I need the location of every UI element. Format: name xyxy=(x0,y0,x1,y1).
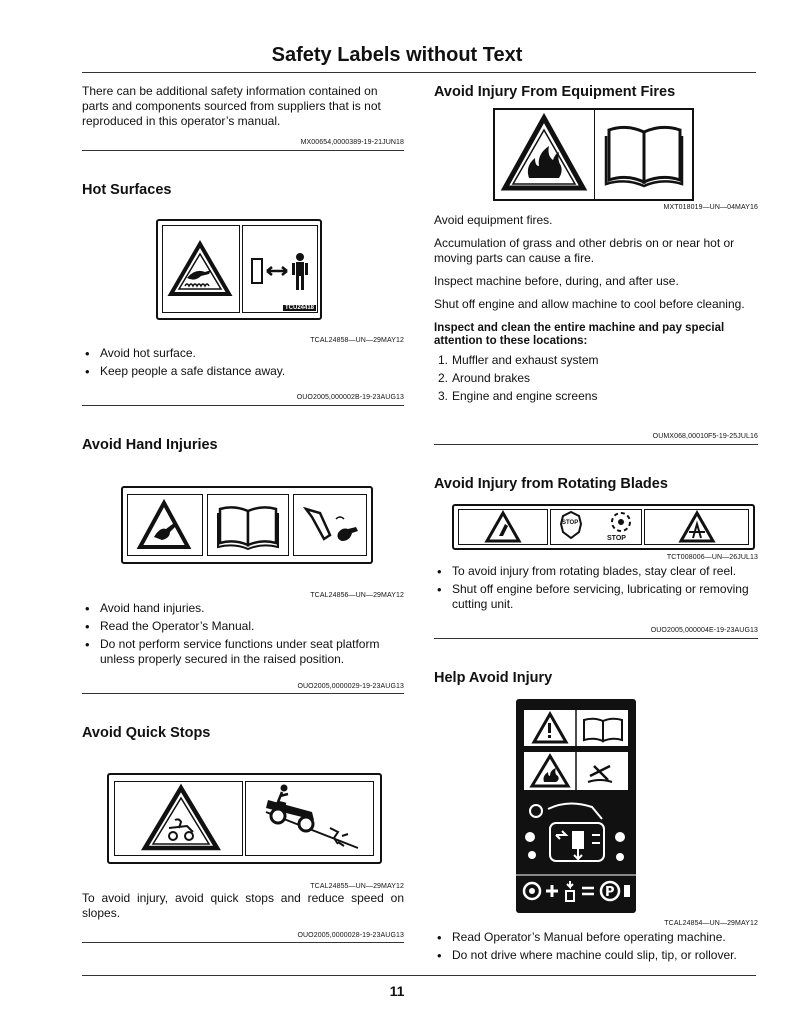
fire-nofire-panel xyxy=(523,751,629,791)
help-avoid-decal xyxy=(516,699,636,913)
quick-stops-text: To avoid injury, avoid quick stops and reduce speed on slopes. xyxy=(82,891,404,920)
divider xyxy=(434,444,758,445)
blade-warning-icon xyxy=(459,510,547,544)
quick-stop-warning-panel xyxy=(114,781,243,856)
fires-paragraph: Shut off engine and allow machine to cool before cleaning. xyxy=(434,297,745,311)
divider xyxy=(82,942,404,943)
stop-panel xyxy=(550,509,642,545)
blade-warning-panel xyxy=(458,509,548,545)
list-item: • To avoid injury from rotating blades, stay clear of reel. xyxy=(434,564,758,579)
keep-distance-panel xyxy=(242,225,318,313)
reel-warning-panel xyxy=(644,509,749,545)
reel-warning-icon xyxy=(645,510,748,544)
rotating-blades-decal xyxy=(452,504,755,550)
list-item: 3. Engine and engine screens xyxy=(438,389,598,403)
help-avoid-fig-ref: TCAL24854—UN—29MAY12 xyxy=(664,920,758,927)
tractor-slope-icon xyxy=(246,782,372,854)
equipment-fires-heading: Avoid Injury From Equipment Fires xyxy=(434,84,676,100)
equipment-fires-body xyxy=(434,213,758,407)
fires-paragraph: Avoid equipment fires. xyxy=(434,213,553,227)
help-avoid-bullets xyxy=(434,930,758,966)
divider xyxy=(434,638,758,639)
intro-ref: MX00654,0000389-19-21JUN18 xyxy=(300,139,404,146)
list-item: • Avoid hot surface. xyxy=(82,346,404,361)
intro-text: There can be additional safety information contained on parts and components sourced from suppliers that is not reproduced in this operator’s manual. xyxy=(82,84,381,128)
decal-code: TCU24418 xyxy=(284,305,314,311)
fires-paragraph: Accumulation of grass and other debris on or near hot or moving parts can cause a fire. xyxy=(434,236,735,265)
hot-surfaces-bullets xyxy=(82,346,404,382)
hot-surfaces-fig-ref: TCAL24858—UN—29MAY12 xyxy=(310,337,404,344)
hand-injuries-bullets xyxy=(82,601,404,670)
fires-paragraph: Inspect machine before, during, and after use. xyxy=(434,274,679,288)
controls-diagram-icon xyxy=(516,795,636,913)
fire-prohibition-icon xyxy=(524,752,628,790)
equipment-fires-fig-ref: MXT018019—UN—04MAY16 xyxy=(663,204,758,211)
list-item: • Keep people a safe distance away. xyxy=(82,364,404,379)
engine-stop-icon xyxy=(551,510,641,544)
seat-platform-panel xyxy=(293,494,367,556)
keep-distance-icon xyxy=(243,226,317,311)
rotating-blades-bullets xyxy=(434,564,758,615)
list-item: • Avoid hand injuries. xyxy=(82,601,404,616)
stop-label: STOP xyxy=(562,520,579,526)
hand-injuries-fig-ref: TCAL24856—UN—29MAY12 xyxy=(310,592,404,599)
hand-injuries-heading: Avoid Hand Injuries xyxy=(82,437,218,453)
quick-stops-text-block xyxy=(82,891,404,921)
hot-surfaces-ref: OUO2005,000002B-19-23AUG13 xyxy=(296,394,404,401)
quick-stops-ref: OUO2005,0000028-19-23AUG13 xyxy=(297,932,404,939)
rollover-warning-icon xyxy=(115,782,241,854)
list-item: 1. Muffler and exhaust system xyxy=(438,353,599,367)
equipment-fires-ref: OUMX068,00010F5-19-25JUL16 xyxy=(652,433,758,440)
stop-label: STOP xyxy=(607,535,626,542)
manual-panel xyxy=(597,110,692,199)
quick-stops-decal xyxy=(107,773,382,864)
quick-stops-fig-ref: TCAL24855—UN—29MAY12 xyxy=(310,883,404,890)
intro-section xyxy=(82,84,404,129)
hot-surfaces-decal xyxy=(156,219,322,320)
rotating-blades-fig-ref: TCT008006—UN—26JUL13 xyxy=(666,554,758,561)
page-title: Safety Labels without Text xyxy=(271,44,523,66)
slope-panel xyxy=(245,781,374,856)
list-item: • Shut off engine before servicing, lubricating or removing cutting unit. xyxy=(434,582,758,612)
hot-surface-warning-icon xyxy=(163,226,238,311)
list-item: • Do not drive where machine could slip, tip, or rollover. xyxy=(434,948,758,963)
divider xyxy=(82,693,404,694)
rotating-blades-heading: Avoid Injury from Rotating Blades xyxy=(434,476,668,492)
fires-bold-note: Inspect and clean the entire machine and pay special attention to these locations: xyxy=(434,322,725,347)
hand-injuries-decal xyxy=(121,486,373,564)
divider xyxy=(82,150,404,151)
hand-injuries-ref: OUO2005,0000029-19-23AUG13 xyxy=(297,683,404,690)
list-item: • Do not perform service functions under seat platform unless properly secured in the raised position. xyxy=(82,637,404,667)
hot-surfaces-heading: Hot Surfaces xyxy=(82,182,172,198)
warning-manual-icon xyxy=(524,710,628,746)
title-rule xyxy=(82,72,756,73)
rotating-blades-ref: OUO2005,000004E-19-23AUG13 xyxy=(650,627,758,634)
book-icon xyxy=(597,110,692,198)
list-item: • Read the Operator’s Manual. xyxy=(82,619,404,634)
fire-warning-icon xyxy=(495,110,593,198)
list-item: 2. Around brakes xyxy=(438,371,531,385)
footer-rule xyxy=(82,975,756,976)
manual-panel xyxy=(207,494,289,556)
hand-hazard-panel xyxy=(127,494,203,556)
quick-stops-heading: Avoid Quick Stops xyxy=(82,725,211,741)
hand-crush-warning-icon xyxy=(128,495,201,555)
divider xyxy=(82,405,404,406)
list-item: • Read Operator’s Manual before operating machine. xyxy=(434,930,758,945)
read-manual-panel xyxy=(523,709,629,747)
page-number: 11 xyxy=(389,983,405,999)
fire-warning-panel xyxy=(495,110,595,199)
help-avoid-heading: Help Avoid Injury xyxy=(434,670,553,686)
equipment-fires-decal xyxy=(493,108,694,201)
hot-surface-panel xyxy=(162,225,240,313)
book-icon xyxy=(208,495,288,555)
svg-text:P: P xyxy=(605,885,615,900)
raised-platform-icon xyxy=(294,495,366,555)
